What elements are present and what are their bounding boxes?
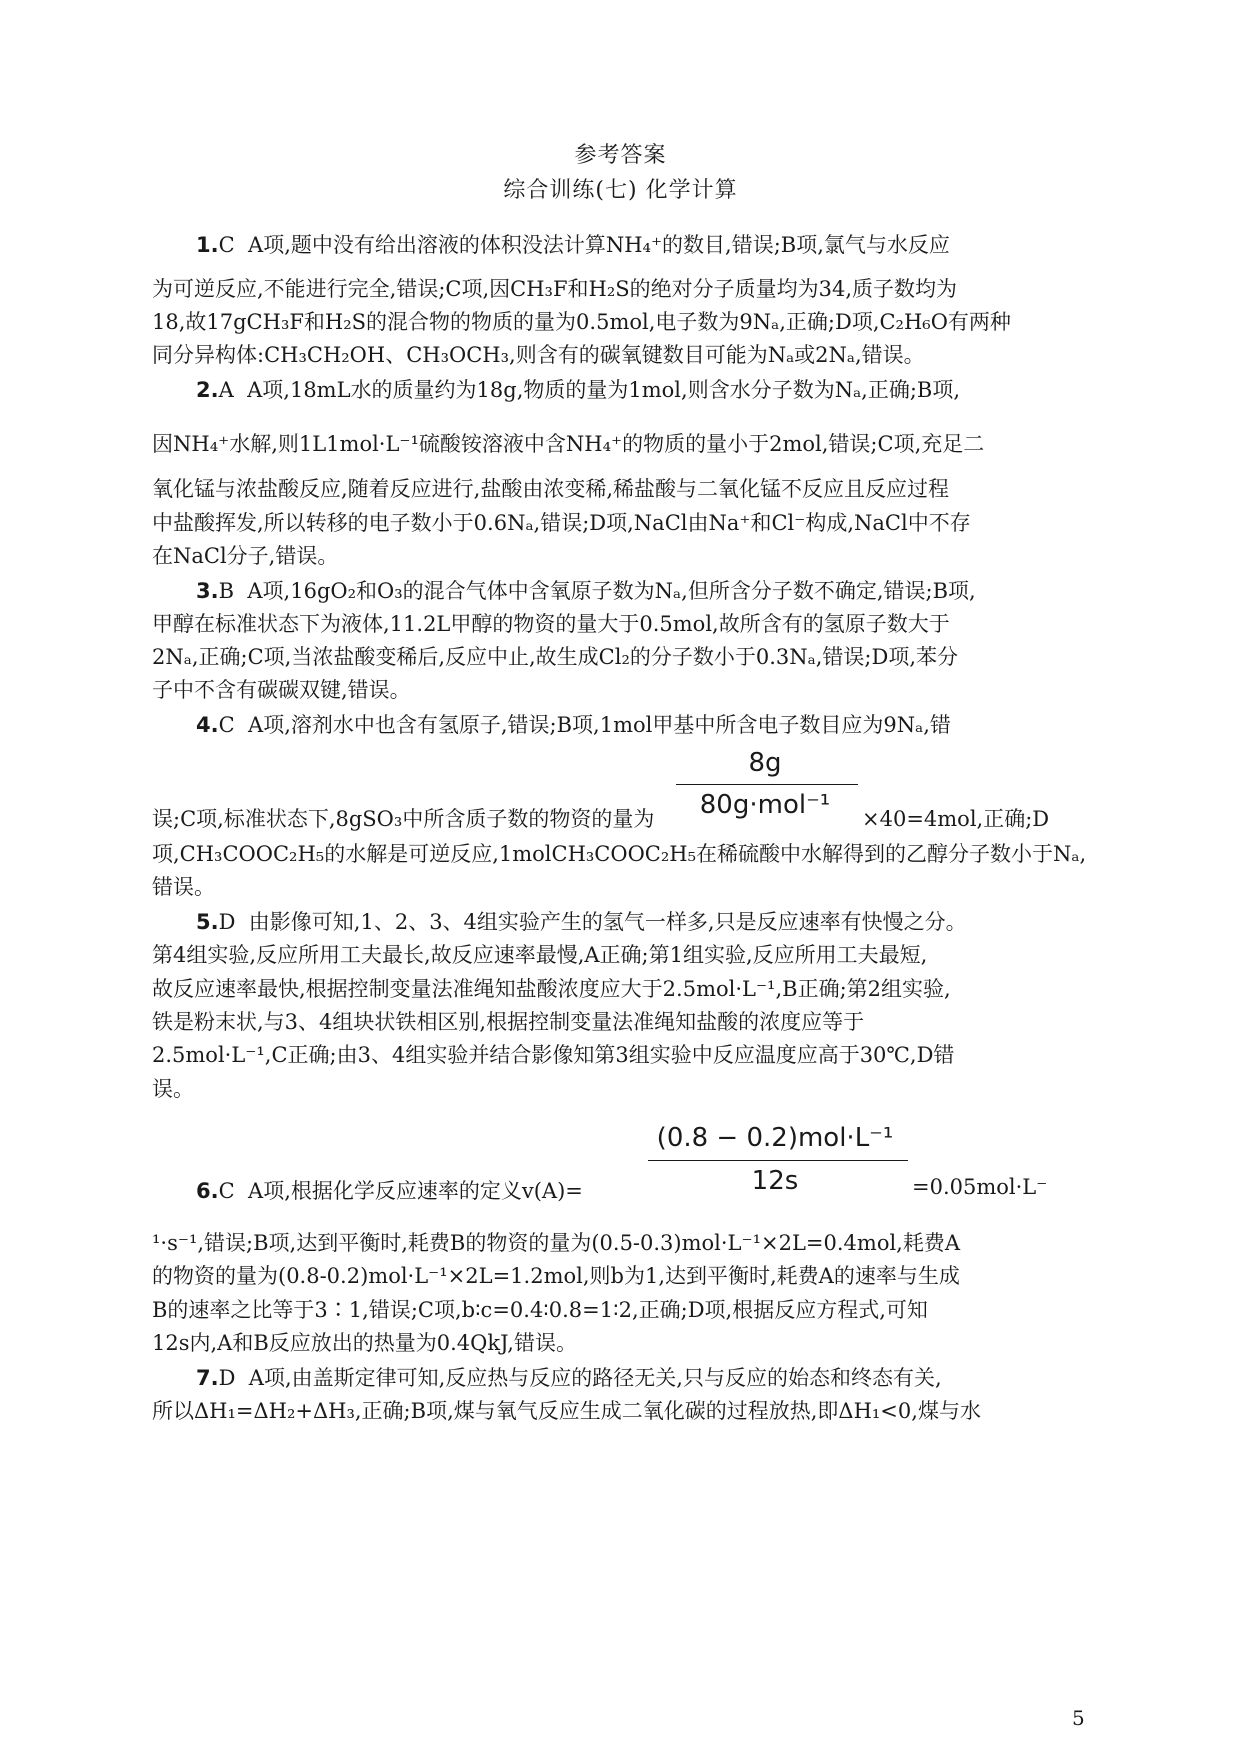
answer-5-line-1: 5.D 由影像可知,1、2、3、4组实验产生的氢气一样多,只是反应速率有快慢之分。 [196,910,967,934]
answer-6-line-1-tail: =0.05mol·L⁻ [912,1175,1048,1199]
answer-3-line-3: 2Nₐ,正确;C项,当浓盐酸变稀后,反应中止,故生成Cl₂的分子数小于0.3Nₐ,错误;D项,苯分 [152,645,959,669]
fraction-denominator: 80g·mol⁻¹ [699,790,831,820]
answer-6-line-1: 6.C A项,根据化学反应速率的定义v(A)= [196,1179,583,1203]
answer-key: C [218,713,235,737]
answer-4-line-2: 误;C项,标准状态下,8gSO₃中所含质子数的物资的量为 [152,807,655,831]
answer-2-line-1: 2.A A项,18mL水的质量约为18g,物质的量为1mol,则含水分子数为Nₐ,正确;B项, [196,378,961,402]
answer-2-line-3: 氧化锰与浓盐酸反应,随着反应进行,盐酸由浓变稀,稀盐酸与二氧化锰不反应且反应过程 [152,477,950,501]
answer-number: 6. [196,1179,219,1203]
answer-6-line-2: ¹·s⁻¹,错误;B项,达到平衡时,耗费B的物资的量为(0.5-0.3)mol·L⁻¹×2L=0.4mol,耗费A [152,1231,961,1255]
page-subtitle: 综合训练(七) 化学计算 [503,178,738,203]
fraction-numerator: 8g [748,748,782,778]
answer-key: D [218,1366,236,1390]
answer-key: C [218,233,235,257]
answer-3-line-1: 3.B A项,16gO₂和O₃的混合气体中含氧原子数为Nₐ,但所含分子数不确定,错误;B项, [196,579,976,603]
answer-4-line-1: 4.C A项,溶剂水中也含有氢原子,错误;B项,1mol甲基中所含电子数目应为9Nₐ,错 [196,713,951,737]
answer-2-line-2: 因NH₄⁺水解,则1L1mol·L⁻¹硫酸铵溶液中含NH₄⁺的物质的量小于2mol,错误;C项,充足二 [152,432,985,456]
answer-5-line-2: 第4组实验,反应所用工夫最长,故反应速率最慢,A正确;第1组实验,反应所用工夫最短, [152,943,928,967]
answer-number: 7. [196,1366,219,1390]
answer-1-line-1: 1.C A项,题中没有给出溶液的体积没法计算NH₄⁺的数目,错误;B项,氯气与水反应 [196,233,950,257]
answer-3-line-2: 甲醇在标准状态下为液体,11.2L甲醇的物资的量大于0.5mol,故所含有的氢原子数大于 [152,612,950,636]
answer-7-line-1: 7.D A项,由盖斯定律可知,反应热与反应的路径无关,只与反应的始态和终态有关, [196,1366,942,1390]
answer-1-line-4: 同分异构体:CH₃CH₂OH、CH₃OCH₃,则含有的碳氧键数目可能为Nₐ或2Nₐ,错误。 [152,343,925,367]
answer-4-line-4: 错误。 [152,875,215,899]
answer-key: B [218,579,235,603]
answer-6-line-4: B的速率之比等于3∶1,错误;C项,b∶c=0.4∶0.8=1∶2,正确;D项,根据反应方程式,可知 [152,1298,928,1322]
answer-key: A [218,378,234,402]
answer-5-line-5: 2.5mol·L⁻¹,C正确;由3、4组实验并结合影像知第3组实验中反应温度应高于30℃,D错 [152,1043,955,1067]
answer-5-line-6: 误。 [152,1077,194,1101]
page-title: 参考答案 [574,143,667,168]
answer-2-line-5: 在NaCl分子,错误。 [152,544,339,568]
answer-number: 1. [196,233,219,257]
answer-7-line-2: 所以ΔH₁=ΔH₂+ΔH₃,正确;B项,煤与氧气反应生成二氧化碳的过程放热,即ΔH₁<0,煤与水 [152,1399,981,1423]
answer-4-line-2-tail: ×40=4mol,正确;D [862,807,1050,831]
answer-4-line-3: 项,CH₃COOC₂H₅的水解是可逆反应,1molCH₃COOC₂H₅在稀硫酸中水解得到的乙醇分子数小于Nₐ, [152,842,1087,866]
fraction-numerator: (0.8 − 0.2)mol·L⁻¹ [656,1123,894,1153]
page-number: 5 [1072,1706,1085,1730]
answer-number: 3. [196,579,219,603]
answer-3-line-4: 子中不含有碳碳双键,错误。 [152,678,411,702]
fraction-bar [676,784,858,785]
answer-key: C [218,1179,235,1203]
answer-6-line-5: 12s内,A和B反应放出的热量为0.4QkJ,错误。 [152,1331,577,1355]
answer-1-line-2: 为可逆反应,不能进行完全,错误;C项,因CH₃F和H₂S的绝对分子质量均为34,质子数均为 [152,277,958,301]
answer-2-line-4: 中盐酸挥发,所以转移的电子数小于0.6Nₐ,错误;D项,NaCl由Na⁺和Cl⁻构成,NaCl中不存 [152,511,971,535]
answer-number: 2. [196,378,219,402]
answer-5-line-4: 铁是粉末状,与3、4组块状铁相区别,根据控制变量法准绳知盐酸的浓度应等于 [152,1010,865,1034]
fraction-denominator: 12s [751,1166,799,1196]
answer-5-line-3: 故反应速率最快,根据控制变量法准绳知盐酸浓度应大于2.5mol·L⁻¹,B正确;第2组实验, [152,977,951,1001]
answer-key: D [218,910,236,934]
answer-number: 5. [196,910,219,934]
answer-number: 4. [196,713,219,737]
fraction-bar [648,1160,908,1161]
answer-6-line-3: 的物资的量为(0.8-0.2)mol·L⁻¹×2L=1.2mol,则b为1,达到平衡时,耗费A的速率与生成 [152,1264,960,1288]
answer-1-line-3: 18,故17gCH₃F和H₂S的混合物的物质的量为0.5mol,电子数为9Nₐ,正确;D项,C₂H₆O有两种 [152,310,1011,334]
